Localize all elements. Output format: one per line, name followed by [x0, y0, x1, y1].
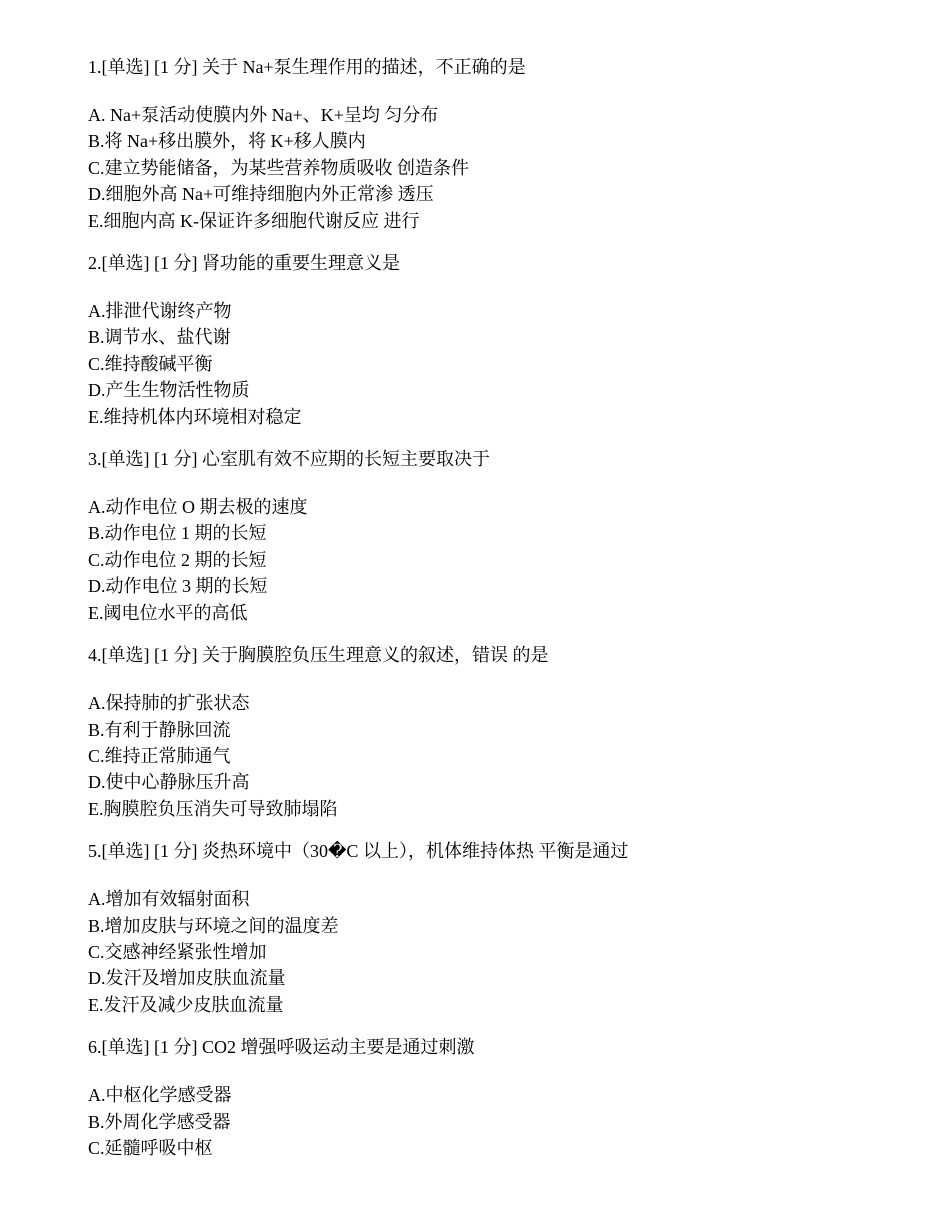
option-list	[88, 886, 908, 1018]
option-d[interactable]: D.细胞外高 Na+可维持细胞内外正常渗 透压	[88, 184, 434, 205]
question-4	[88, 642, 908, 822]
question-5	[88, 838, 908, 1018]
option-d[interactable]: D.动作电位 3 期的长短	[88, 576, 268, 597]
question-6	[88, 1034, 908, 1161]
option-a[interactable]: A.增加有效辐射面积	[88, 889, 250, 910]
option-e[interactable]: E.维持机体内环境相对稳定	[88, 406, 302, 427]
option-b[interactable]: B.外周化学感受器	[88, 1111, 231, 1132]
option-d[interactable]: D.使中心静脉压升高	[88, 772, 250, 793]
question-3	[88, 446, 908, 626]
option-c[interactable]: C.动作电位 2 期的长短	[88, 549, 267, 570]
option-e[interactable]: E.阈电位水平的高低	[88, 602, 248, 623]
option-c[interactable]: C.维持酸碱平衡	[88, 353, 213, 374]
option-a[interactable]: A.动作电位 O 期去极的速度	[88, 497, 308, 518]
option-c[interactable]: C.延髓呼吸中枢	[88, 1137, 213, 1158]
option-a[interactable]: A.排泄代谢终产物	[88, 301, 232, 322]
option-list	[88, 690, 908, 822]
option-list	[88, 1082, 908, 1161]
option-e[interactable]: E.细胞内高 K-保证许多细胞代谢反应 进行	[88, 210, 420, 231]
option-e[interactable]: E.胸膜腔负压消失可导致肺塌陷	[88, 798, 338, 819]
option-a[interactable]: A.中枢化学感受器	[88, 1085, 232, 1106]
option-d[interactable]: D.发汗及增加皮肤血流量	[88, 968, 286, 989]
exam-page	[88, 54, 908, 1161]
option-d[interactable]: D.产生生物活性物质	[88, 380, 250, 401]
question-1	[88, 54, 908, 234]
option-c[interactable]: C.建立势能储备，为某些营养物质吸收 创造条件	[88, 157, 470, 178]
option-list	[88, 102, 908, 234]
option-b[interactable]: B.动作电位 1 期的长短	[88, 523, 267, 544]
option-list	[88, 494, 908, 626]
option-a[interactable]: A. Na+泵活动使膜内外 Na+、K+呈均 匀分布	[88, 105, 439, 125]
question-title: 6.[单选] [1 分] CO2 增强呼吸运动主要是通过刺激	[88, 1037, 475, 1058]
option-b[interactable]: B.有利于静脉回流	[88, 719, 231, 740]
question-2	[88, 250, 908, 430]
option-c[interactable]: C.维持正常肺通气	[88, 745, 231, 766]
option-e[interactable]: E.发汗及减少皮肤血流量	[88, 994, 284, 1015]
option-c[interactable]: C.交感神经紧张性增加	[88, 941, 267, 962]
option-a[interactable]: A.保持肺的扩张状态	[88, 693, 250, 714]
question-title: 4.[单选] [1 分] 关于胸膜腔负压生理意义的叙述，错误 的是	[88, 645, 549, 666]
question-title: 5.[单选] [1 分] 炎热环境中（30�C 以上），机体维持体热 平衡是通过	[88, 841, 629, 862]
option-b[interactable]: B.增加皮肤与环境之间的温度差	[88, 915, 339, 936]
option-b[interactable]: B.调节水、盐代谢	[88, 327, 231, 348]
option-list	[88, 298, 908, 430]
option-b[interactable]: B.将 Na+移出膜外，将 K+移人膜内	[88, 131, 366, 152]
question-title: 1.[单选] [1 分] 关于 Na+泵生理作用的描述，不正确的是	[88, 57, 526, 77]
question-title: 3.[单选] [1 分] 心室肌有效不应期的长短主要取决于	[88, 449, 490, 470]
question-title: 2.[单选] [1 分] 肾功能的重要生理意义是	[88, 253, 400, 274]
